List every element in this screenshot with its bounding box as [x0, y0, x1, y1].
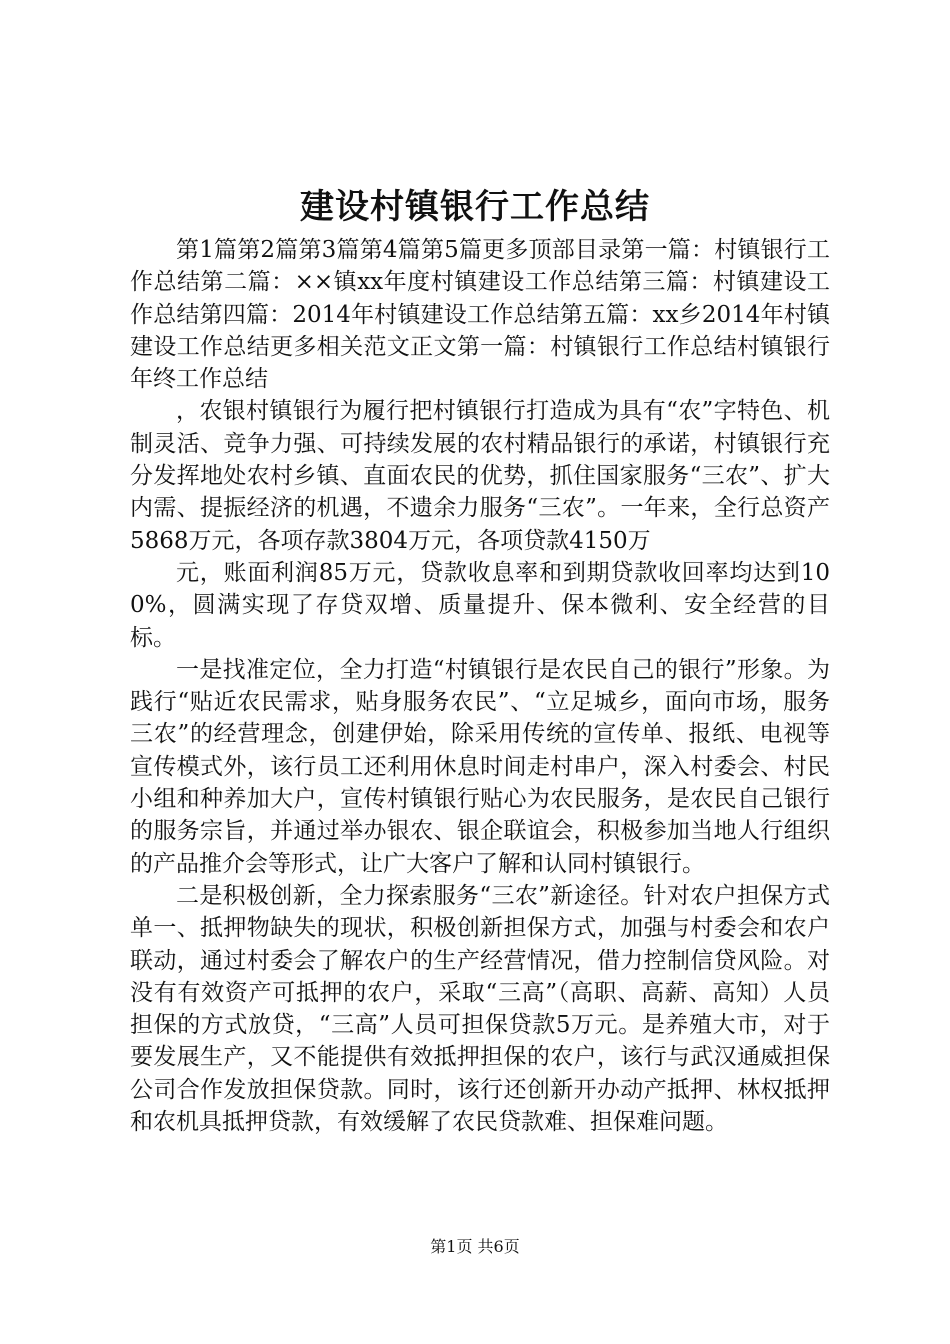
paragraph-positioning: 一是找准定位，全力打造“村镇银行是农民自己的银行”形象。为践行“贴近农民需求，贴身服务农民”、“立足城乡，面向市场，服务三农”的经营理念，创建伊始，除采用传统的宣传单、报纸、电视等宣传模式外，该行员工还利用休息时间走村串户，深入村委会、村民小组和种养加大户，宣传村镇银行贴心为农民服务，是农民自己银行的服务宗旨，并通过举办银农、银企联谊会，积极参加当地人行组织的产品推介会等形式，让广大客户了解和认同村镇银行。 [130, 656, 830, 877]
paragraph-results: 元，账面利润85万元，贷款收息率和到期贷款收回率均达到100%，圆满实现了存贷双增、质量提升、保本微利、安全经营的目标。 [130, 559, 830, 651]
paragraph-intro: ，农银村镇银行为履行把村镇银行打造成为具有“农”字特色、机制灵活、竞争力强、可持续发展的农村精品银行的承诺，村镇银行充分发挥地处农村乡镇、直面农民的优势，抓住国家服务“三农”、扩大内需、提振经济的机遇，不遗余力服务“三农”。一年来，全行总资产5868万元，各项存款3804万元，各项贷款4150万 [130, 398, 830, 554]
paragraph-toc: 第1篇第2篇第3篇第4篇第5篇更多顶部目录第一篇：村镇银行工作总结第二篇：××镇xx年度村镇建设工作总结第三篇：村镇建设工作总结第四篇：2014年村镇建设工作总结第五篇：xx乡2014年村镇建设工作总结更多相关范文正文第一篇：村镇银行工作总结村镇银行年终工作总结 [130, 237, 830, 393]
paragraph-innovation: 二是积极创新，全力探索服务“三农”新途径。针对农户担保方式单一、抵押物缺失的现状，积极创新担保方式，加强与村委会和农户联动，通过村委会了解农户的生产经营情况，借力控制信贷风险。对没有有效资产可抵押的农户，采取“三高”（高职、高薪、高知）人员担保的方式放贷，“三高”人员可担保贷款5万元。是养殖大市，对于要发展生产，又不能提供有效抵押担保的农户，该行与武汉通威担保公司合作发放担保贷款。同时，该行还创新开办动产抵押、林权抵押和农机具抵押贷款，有效缓解了农民贷款难、担保难问题。 [130, 882, 830, 1136]
document-title: 建设村镇银行工作总结 [300, 187, 650, 227]
document-body [130, 234, 830, 1138]
page-number-footer: 第1页 共6页 [430, 1237, 520, 1256]
